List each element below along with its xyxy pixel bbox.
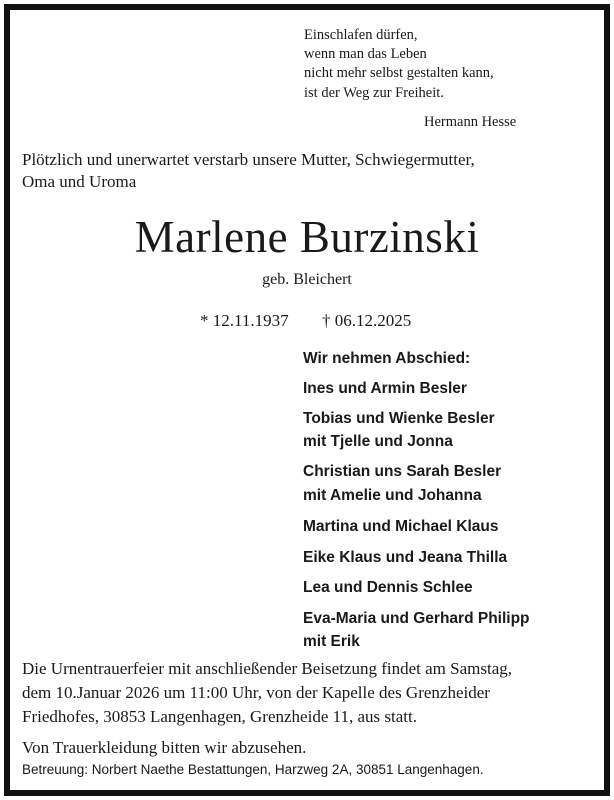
maiden-name: geb. Bleichert — [262, 271, 352, 288]
poem-line-1: Einschlafen dürfen, — [304, 27, 418, 43]
dress-note: Von Trauerkleidung bitten wir abzusehen. — [22, 738, 307, 757]
poem-line-4: ist der Weg zur Freiheit. — [304, 85, 444, 101]
mourner-line: Martina und Michael Klaus — [303, 518, 499, 535]
mourner-line: Lea und Dennis Schlee — [303, 579, 473, 596]
poem-line-3: nicht mehr selbst gestalten kann, — [304, 65, 494, 81]
mourner-line: mit Amelie und Johanna — [303, 487, 482, 504]
intro-line-1: Plötzlich und unerwartet verstarb unsere Mutter, Schwiegermutter, — [22, 150, 475, 169]
intro-line-2: Oma und Uroma — [22, 172, 137, 191]
deceased-name: Marlene Burzinski — [134, 212, 480, 262]
mourner-line: Eike Klaus und Jeana Thilla — [303, 549, 508, 566]
mourner-line: mit Erik — [303, 633, 360, 650]
death-date: † 06.12.2025 — [322, 311, 412, 330]
mourner-line: Eva-Maria und Gerhard Philipp — [303, 610, 530, 627]
funeral-home-info: Betreuung: Norbert Naethe Bestattungen, Harzweg 2A, 30851 Langenhagen. — [22, 762, 484, 777]
ceremony-line-1: Die Urnentrauerfeier mit anschließender Beisetzung findet am Samstag, — [22, 659, 512, 678]
poem-author: Hermann Hesse — [424, 114, 517, 130]
birth-date: * 12.11.1937 — [200, 311, 289, 330]
mourners-heading: Wir nehmen Abschied: — [303, 350, 471, 367]
mourner-line: mit Tjelle und Jonna — [303, 433, 453, 450]
mourner-line: Christian uns Sarah Besler — [303, 463, 502, 480]
poem-line-2: wenn man das Leben — [304, 46, 427, 62]
mourner-line: Ines und Armin Besler — [303, 380, 467, 397]
ceremony-line-2: dem 10.Januar 2026 um 11:00 Uhr, von der Kapelle des Grenzheider — [22, 683, 490, 702]
mourner-line: Tobias und Wienke Besler — [303, 410, 495, 427]
ceremony-line-3: Friedhofes, 30853 Langenhagen, Grenzheide 11, aus statt. — [22, 707, 417, 726]
